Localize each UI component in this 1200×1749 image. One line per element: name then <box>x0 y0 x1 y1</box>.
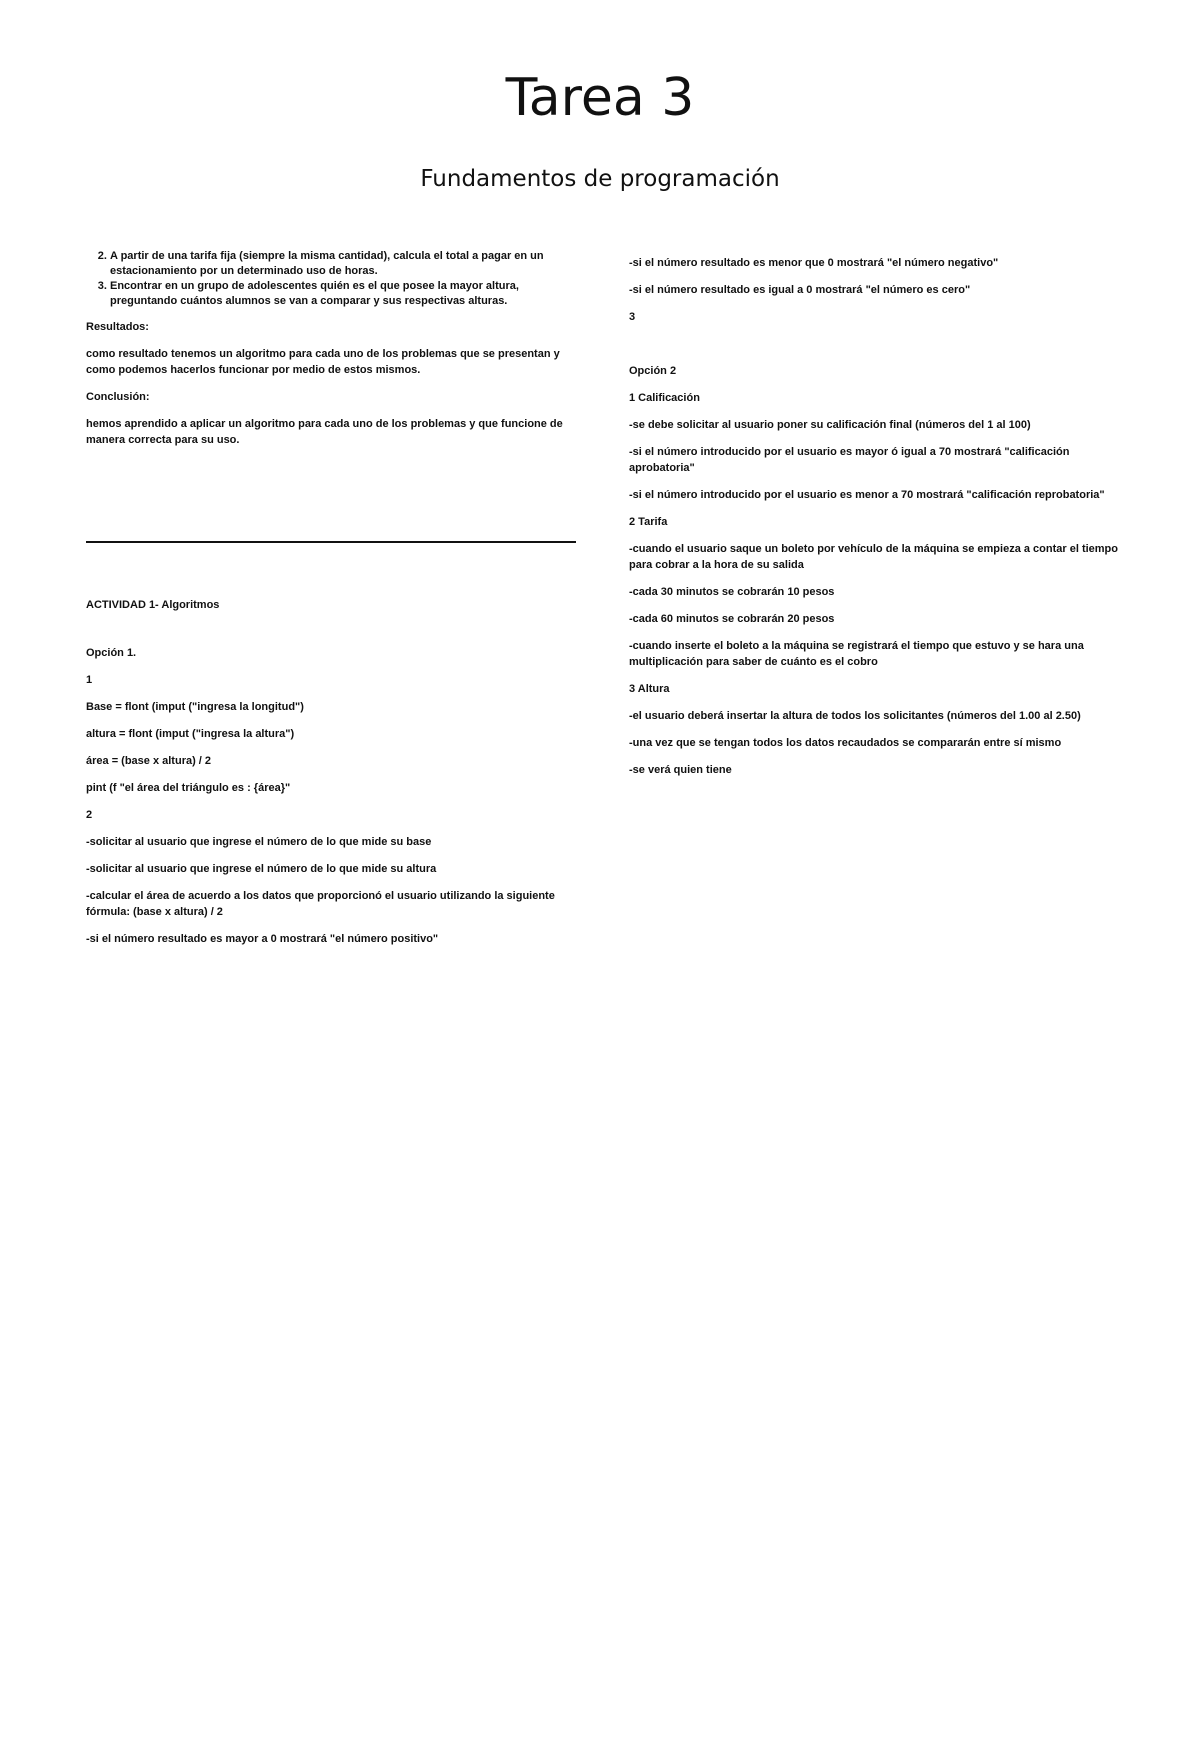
option2-line: -el usuario deberá insertar la altura de todos los solicitantes (números del 1.00 al 2.50) <box>629 710 1081 722</box>
option1-heading: Opción 1. <box>86 647 137 659</box>
option1-line: -si el número resultado es igual a 0 mostrará "el número es cero" <box>629 284 971 296</box>
option2-line: -cada 60 minutos se cobrarán 20 pesos <box>629 613 835 625</box>
option1-line: pint (f "el área del triángulo es : {área}" <box>86 782 291 794</box>
option2-line: -cuando inserte el boleto a la máquina se registrará el tiempo que estuvo y se hara una multiplicación para saber de cuánto es el cobro <box>629 640 1084 668</box>
option1-line: altura = flont (imput ("ingresa la altura") <box>86 728 295 740</box>
option2-line: -si el número introducido por el usuario es mayor ó igual a 70 mostrará "calificación aprobatoria" <box>629 446 1070 474</box>
option1-line: área = (base x altura) / 2 <box>86 755 212 767</box>
document-subtitle: Fundamentos de programación <box>420 166 780 192</box>
document-title: Tarea 3 <box>505 68 695 128</box>
option1-line: -si el número resultado es menor que 0 mostrará "el número negativo" <box>629 257 999 269</box>
right-column <box>629 255 1119 789</box>
option1-line: 1 <box>86 674 93 686</box>
task-list <box>86 249 576 309</box>
option1-line: -solicitar al usuario que ingrese el número de lo que mide su base <box>86 836 432 848</box>
option1-line: -calcular el área de acuerdo a los datos que proporcionó el usuario utilizando la siguiente fórmula: (base x altura) / 2 <box>86 890 555 918</box>
left-column <box>86 249 576 958</box>
option1-line: -solicitar al usuario que ingrese el número de lo que mide su altura <box>86 863 437 875</box>
option2-heading: Opción 2 <box>629 365 677 377</box>
option1-line: -si el número resultado es mayor a 0 mostrará "el número positivo" <box>86 933 439 945</box>
option2-line: -se debe solicitar al usuario poner su calificación final (números del 1 al 100) <box>629 419 1031 431</box>
option2-line: -cada 30 minutos se cobrarán 10 pesos <box>629 586 835 598</box>
option2-line: 3 Altura <box>629 683 670 695</box>
option2-line: 2 Tarifa <box>629 516 668 528</box>
option1-line: 2 <box>86 809 93 821</box>
activity-heading: ACTIVIDAD 1- Algoritmos <box>86 599 220 611</box>
conclusion-heading: Conclusión: <box>86 391 150 403</box>
task-item: 2. A partir de una tarifa fija (siempre la misma cantidad), calcula el total a pagar en un estacionamiento por un determinado uso de horas. <box>110 249 576 279</box>
conclusion-text: hemos aprendido a aplicar un algoritmo para cada uno de los problemas y que funcione de manera correcta para su uso. <box>86 418 563 446</box>
horizontal-divider <box>86 541 576 543</box>
task-item: 3. Encontrar en un grupo de adolescentes quién es el que posee la mayor altura, preguntando cuántos alumnos se van a comparar y sus respectivas alturas. <box>110 279 576 309</box>
option2-line: 1 Calificación <box>629 392 700 404</box>
resultados-heading: Resultados: <box>86 321 149 333</box>
option2-line: -una vez que se tengan todos los datos recaudados se compararán entre sí mismo <box>629 737 1062 749</box>
option2-line: -se verá quien tiene <box>629 764 732 776</box>
resultados-text: como resultado tenemos un algoritmo para cada uno de los problemas que se presentan y como podemos hacerlos funcionar por medio de estos mismos. <box>86 348 560 376</box>
option2-line: -si el número introducido por el usuario es menor a 70 mostrará "calificación reprobatoria" <box>629 489 1105 501</box>
option1-line: Base = flont (imput ("ingresa la longitud") <box>86 701 304 713</box>
option2-line: -cuando el usuario saque un boleto por vehículo de la máquina se empieza a contar el tiempo para cobrar a la hora de su salida <box>629 543 1118 571</box>
option1-line: 3 <box>629 311 636 323</box>
